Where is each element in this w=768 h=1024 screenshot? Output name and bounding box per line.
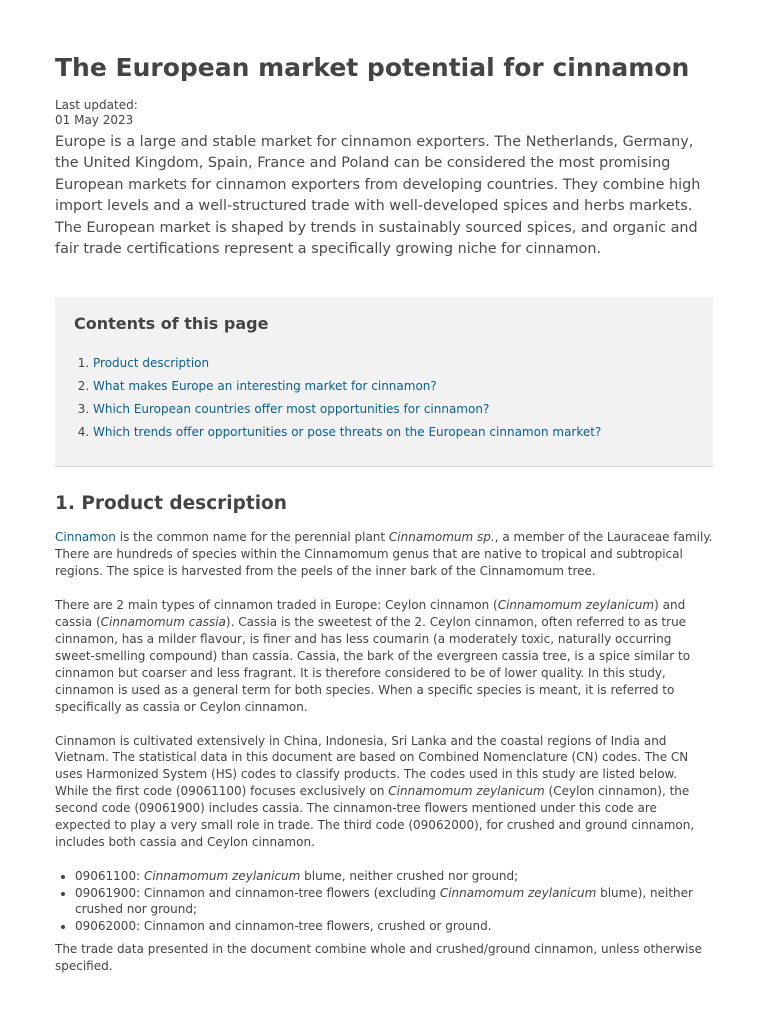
text: (Ceylon cinnamon), the second code (09061900) includes cassia. The cinnamon-tree flowers mentioned under this code are expected to play a very small role in trade. The third code (09062000), for crushed and ground cinnamon, includes both cassia and Ceylon cinnamon. [55,784,695,849]
text: 09062000: Cinnamon and cinnamon-tree flowers, crushed or ground. [75,919,492,934]
intro-paragraph: Europe is a large and stable market for cinnamon exporters. The Netherlands, Germany, the United Kingdom, Spain, France and Poland can be considered the most promising European markets for cinnamon exporters from developing countries. They combine high import levels and a well-structured trade with well-developed spices and herbs markets. The European market is shaped by trends in sustainably sourced spices, and organic and fair trade certifications represent a specifically growing niche for cinnamon. [55,134,701,258]
toc-heading: Contents of this page [74,314,269,334]
paragraph-3 [55,733,713,851]
cinnamon-link[interactable]: Cinnamon [55,530,116,545]
last-updated-date: 01 May 2023 [55,113,134,127]
text: 09061100: [75,868,144,883]
last-updated [55,98,713,128]
italic-text: Cinnamomum zeylanicum [439,885,597,900]
text: 09061900: Cinnamon and cinnamon-tree flowers (excluding [75,885,440,900]
text: blume, neither crushed nor ground; [300,868,519,883]
text: ) and cassia ( [55,598,686,630]
italic-text: Cinnamomum zeylanicum [388,784,545,799]
italic-text: Cinnamomum zeylanicum [497,598,655,613]
text: , a member of the Lauraceae family. There are hundreds of species within the Cinnamomum genus that are native to tropical and subtropical regions. The spice is harvested from the peels of the inner bark of the Cinnamomum tree. [55,530,713,579]
section-heading-product-description: 1. Product description [55,493,287,515]
paragraph-1 [55,529,713,580]
toc-link-product-description[interactable]: Product description [93,356,210,371]
toc-link-why-europe[interactable]: What makes Europe an interesting market for cinnamon? [93,379,437,394]
text: ). Cassia is the sweetest of the 2. Ceylon cinnamon, often referred to as true cinnamon, has a milder flavour, is finer and has less coumarin (a moderately toxic, naturally occurring sweet-smelling compound) than cassia. Cassia, the bark of the evergreen cassia tree, is a spice similar to cinnamon but coarser and less fragrant. It is therefore considered to be of lower quality. In this study, cinnamon is used as a general term for both species. When a specific species is meant, it is referred to specifically as cassia or Ceylon cinnamon. [55,615,691,714]
toc-item [93,379,694,393]
table-of-contents [55,297,713,467]
cn-code-list [55,868,713,935]
paragraph-2 [55,597,713,715]
page-title: The European market potential for cinnamon [55,53,690,82]
toc-item [93,425,694,439]
closing-paragraph: The trade data presented in the document combine whole and crushed/ground cinnamon, unless otherwise specified. [55,942,702,973]
italic-text: Cinnamomum zeylanicum [143,868,301,883]
toc-item [93,356,694,370]
list-item [75,885,713,919]
last-updated-label: Last updated: [55,98,138,112]
list-item [75,918,713,935]
text: is the common name for the perennial plant [115,530,389,545]
toc-link-countries[interactable]: Which European countries offer most opportunities for cinnamon? [93,401,490,416]
list-item [75,868,713,885]
text: blume), neither crushed nor ground; [75,885,693,917]
text: There are 2 main types of cinnamon traded in Europe: Ceylon cinnamon ( [55,598,498,613]
text: Cinnamon is cultivated extensively in China, Indonesia, Sri Lanka and the coastal regions of India and Vietnam. The statistical data in this document are based on Combined Nomenclature (CN) codes. The CN uses Harmonized System (HS) codes to classify products. The codes used in this study are listed below. While the first code (09061100) focuses exclusively on [55,733,689,799]
italic-text: Cinnamomum sp. [388,530,495,545]
toc-list [74,356,694,438]
toc-item [93,402,694,416]
toc-link-trends[interactable]: Which trends offer opportunities or pose threats on the European cinnamon market? [93,424,602,439]
italic-text: Cinnamomum cassia [100,615,226,630]
